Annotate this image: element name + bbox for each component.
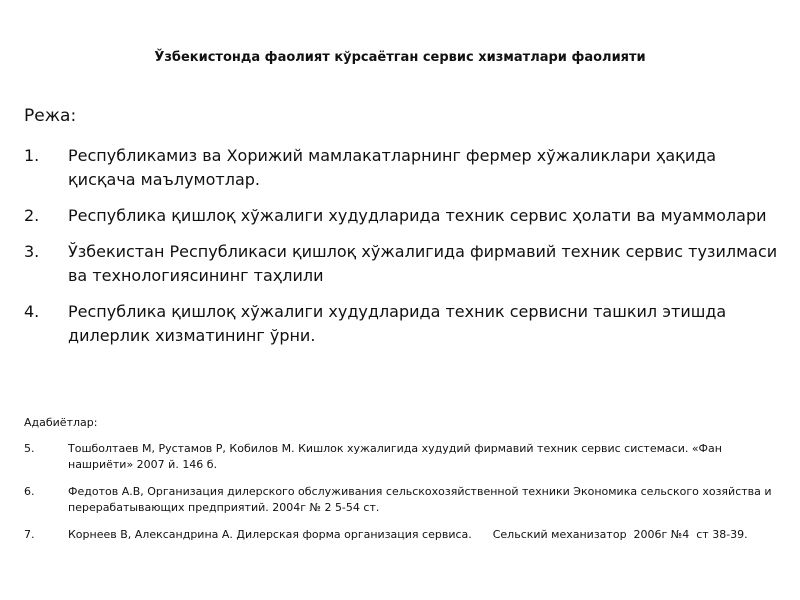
reference-text: Корнеев В, Александрина А. Дилерская форма организация сервиса. Сельский механизатор 2006г №4 ст 38-39.: [68, 528, 748, 541]
reference-item: [24, 441, 784, 473]
plan-item-text: Республикамиз ва Хорижий мамлакатларнинг фермер хўжаликлари ҳақида қисқача маълумотлар.: [68, 146, 717, 189]
plan-item-number: 1.: [24, 146, 40, 165]
plan-item-text: Ўзбекистан Республикаси қишлоқ хўжалигида фирмавий техник сервис тузилмаси ва технологиясининг таҳлили: [68, 242, 778, 285]
reference-number: 7.: [24, 528, 35, 541]
reference-number: 6.: [24, 485, 35, 498]
reference-text: Федотов А.В, Организация дилерского обслуживания сельскохозяйственной техники Экономика сельского хозяйства и перерабатывающих предприятий. 2004г № 2 5-54 ст.: [68, 485, 776, 514]
plan-item-text: Республика қишлоқ хўжалиги худудларида техник сервис ҳолати ва муаммолари: [68, 206, 767, 225]
plan-list: [24, 144, 784, 360]
plan-heading: Режа:: [24, 106, 77, 126]
plan-item-text: Республика қишлоқ хўжалиги худудларида техник сервисни ташкил этишда дилерлик хизматининг ўрни.: [68, 302, 727, 345]
plan-item: [24, 240, 784, 288]
slide-title: Ўзбекистонда фаолият кўрсаётган сервис хизматлари фаолияти: [154, 50, 646, 65]
plan-item-number: 2.: [24, 206, 40, 225]
plan-item-number: 3.: [24, 242, 40, 261]
reference-number: 5.: [24, 442, 35, 455]
plan-item: [24, 144, 784, 192]
plan-item-number: 4.: [24, 302, 40, 321]
reference-item: [24, 527, 784, 543]
references-list: [24, 441, 784, 554]
plan-item: [24, 204, 784, 228]
plan-item: [24, 300, 784, 348]
reference-item: [24, 484, 784, 516]
reference-text: Тошболтаев М, Рустамов Р, Кобилов М. Кишлок хужалигида худудий фирмавий техник сервис системаси. «Фан нашриёти» 2007 й. 146 б.: [68, 442, 726, 471]
references-heading: Адабиётлар:: [24, 416, 98, 429]
